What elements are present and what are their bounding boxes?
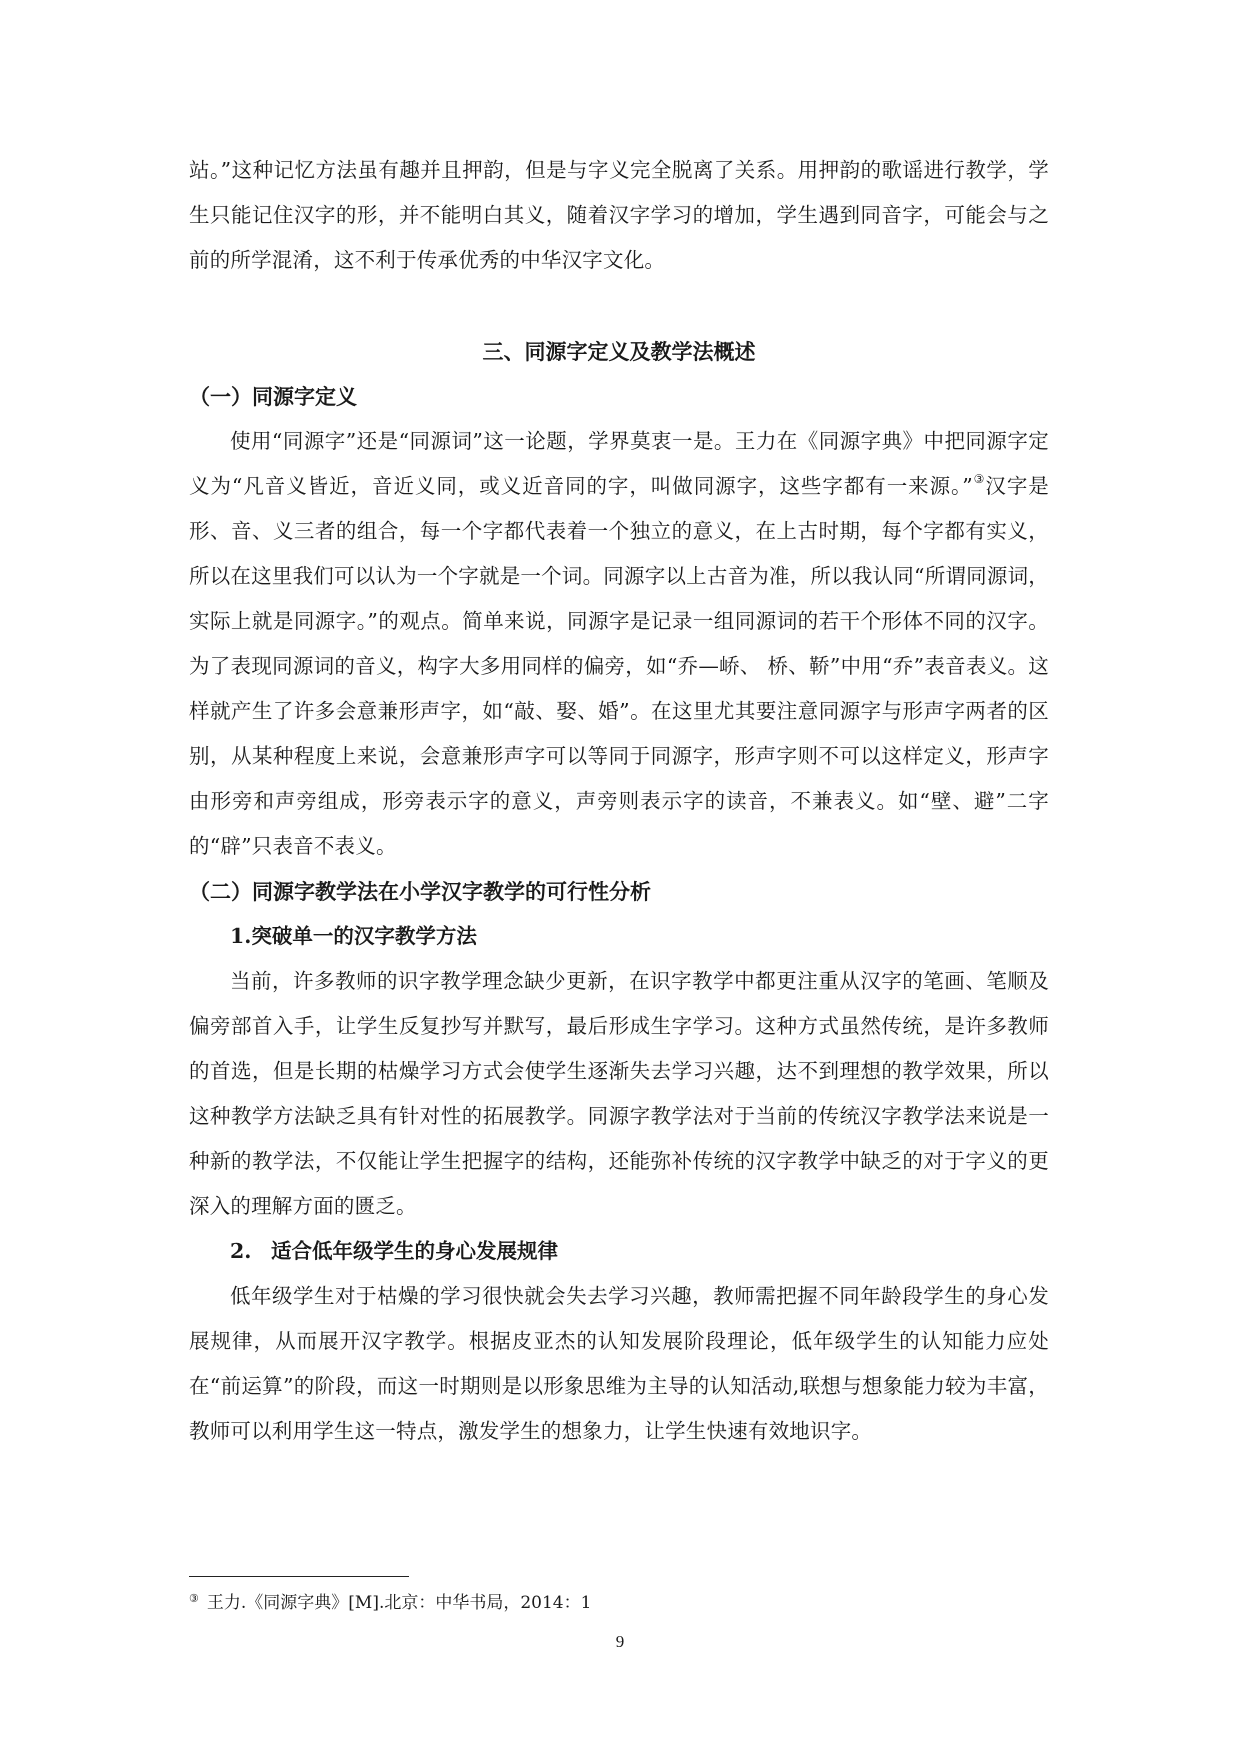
point-2-title: 适合低年级学生的身心发展规律 (271, 1239, 558, 1263)
subsection-1-paragraph-part1: 使用“同源字”还是“同源词”这一论题，学界莫衷一是。王力在《同源字典》中把同源字定义为“凡音义皆近，音近义同，或义近音同的字，叫做同源字，这些字都有一来源。” (189, 429, 1049, 498)
subsection-1-title: （一）同源字定义 (189, 384, 357, 409)
footnote-reference: ③ (972, 472, 986, 486)
point-1-paragraph: 当前，许多教师的识字教学理念缺少更新，在识字教学中都更注重从汉字的笔画、笔顺及偏旁部首入手，让学生反复抄写并默写，最后形成生字学习。这种方式虽然传统，是许多教师的首选，但是长期的枯燥学习方式会使学生逐渐失去学习兴趣，达不到理想的教学效果，所以这种教学方法缺乏具有针对性的拓展教学。同源字教学法对于当前的传统汉字教学法来说是一种新的教学法，不仅能让学生把握字的结构，还能弥补传统的汉字教学中缺乏的对于字义的更深入的理解方面的匮乏。 (189, 969, 1049, 1218)
page-body (189, 148, 1049, 1454)
point-1-title: 1.突破单一的汉字教学方法 (230, 924, 477, 948)
footnote-mark: ③ (189, 1592, 199, 1605)
footnote (189, 1586, 591, 1616)
footnote-separator (189, 1576, 409, 1577)
point-2-heading (189, 1229, 1049, 1274)
intro-paragraph: 站。”这种记忆方法虽有趣并且押韵，但是与字义完全脱离了关系。用押韵的歌谣进行教学，学生只能记住汉字的形，并不能明白其义，随着汉字学习的增加，学生遇到同音字，可能会与之前的所学混淆，这不利于传承优秀的中华汉字文化。 (189, 158, 1049, 272)
section-title: 三、同源字定义及教学法概述 (482, 339, 756, 364)
point-2-paragraph: 低年级学生对于枯燥的学习很快就会失去学习兴趣，教师需把握不同年龄段学生的身心发展规律，从而展开汉字教学。根据皮亚杰的认知发展阶段理论，低年级学生的认知能力应处在“前运算”的阶段，而这一时期则是以形象思维为主导的认知活动,联想与想象能力较为丰富，教师可以利用学生这一特点，激发学生的想象力，让学生快速有效地识字。 (189, 1284, 1049, 1443)
subsection-2-title: （二）同源字教学法在小学汉字教学的可行性分析 (189, 879, 651, 904)
page-number: 9 (615, 1632, 625, 1651)
subsection-1-paragraph-part2: 汉字是形、音、义三者的组合，每一个字都代表着一个独立的意义，在上古时期，每个字都有实义，所以在这里我们可以认为一个字就是一个词。同源字以上古音为准，所以我认同“所谓同源词，实际上就是同源字。”的观点。简单来说，同源字是记录一组同源词的若干个形体不同的汉字。为了表现同源词的音义，构字大多用同样的偏旁，如“乔—峤、 桥、鞒”中用“乔”表音表义。这样就产生了许多会意兼形声字，如“敲、娶、婚”。在这里尤其要注意同源字与形声字两者的区别，从某种程度上来说，会意兼形声字可以等同于同源字，形声字则不可以这样定义，形声字由形旁和声旁组成，形旁表示字的意义，声旁则表示字的读音，不兼表义。如“壁、避”二字的“辟”只表音不表义。 (189, 474, 1049, 858)
point-2-number: 2. (230, 1239, 252, 1263)
footnote-text: 王力.《同源字典》[M].北京：中华书局，2014：1 (206, 1593, 592, 1613)
subsection-1-paragraph (189, 419, 1049, 869)
